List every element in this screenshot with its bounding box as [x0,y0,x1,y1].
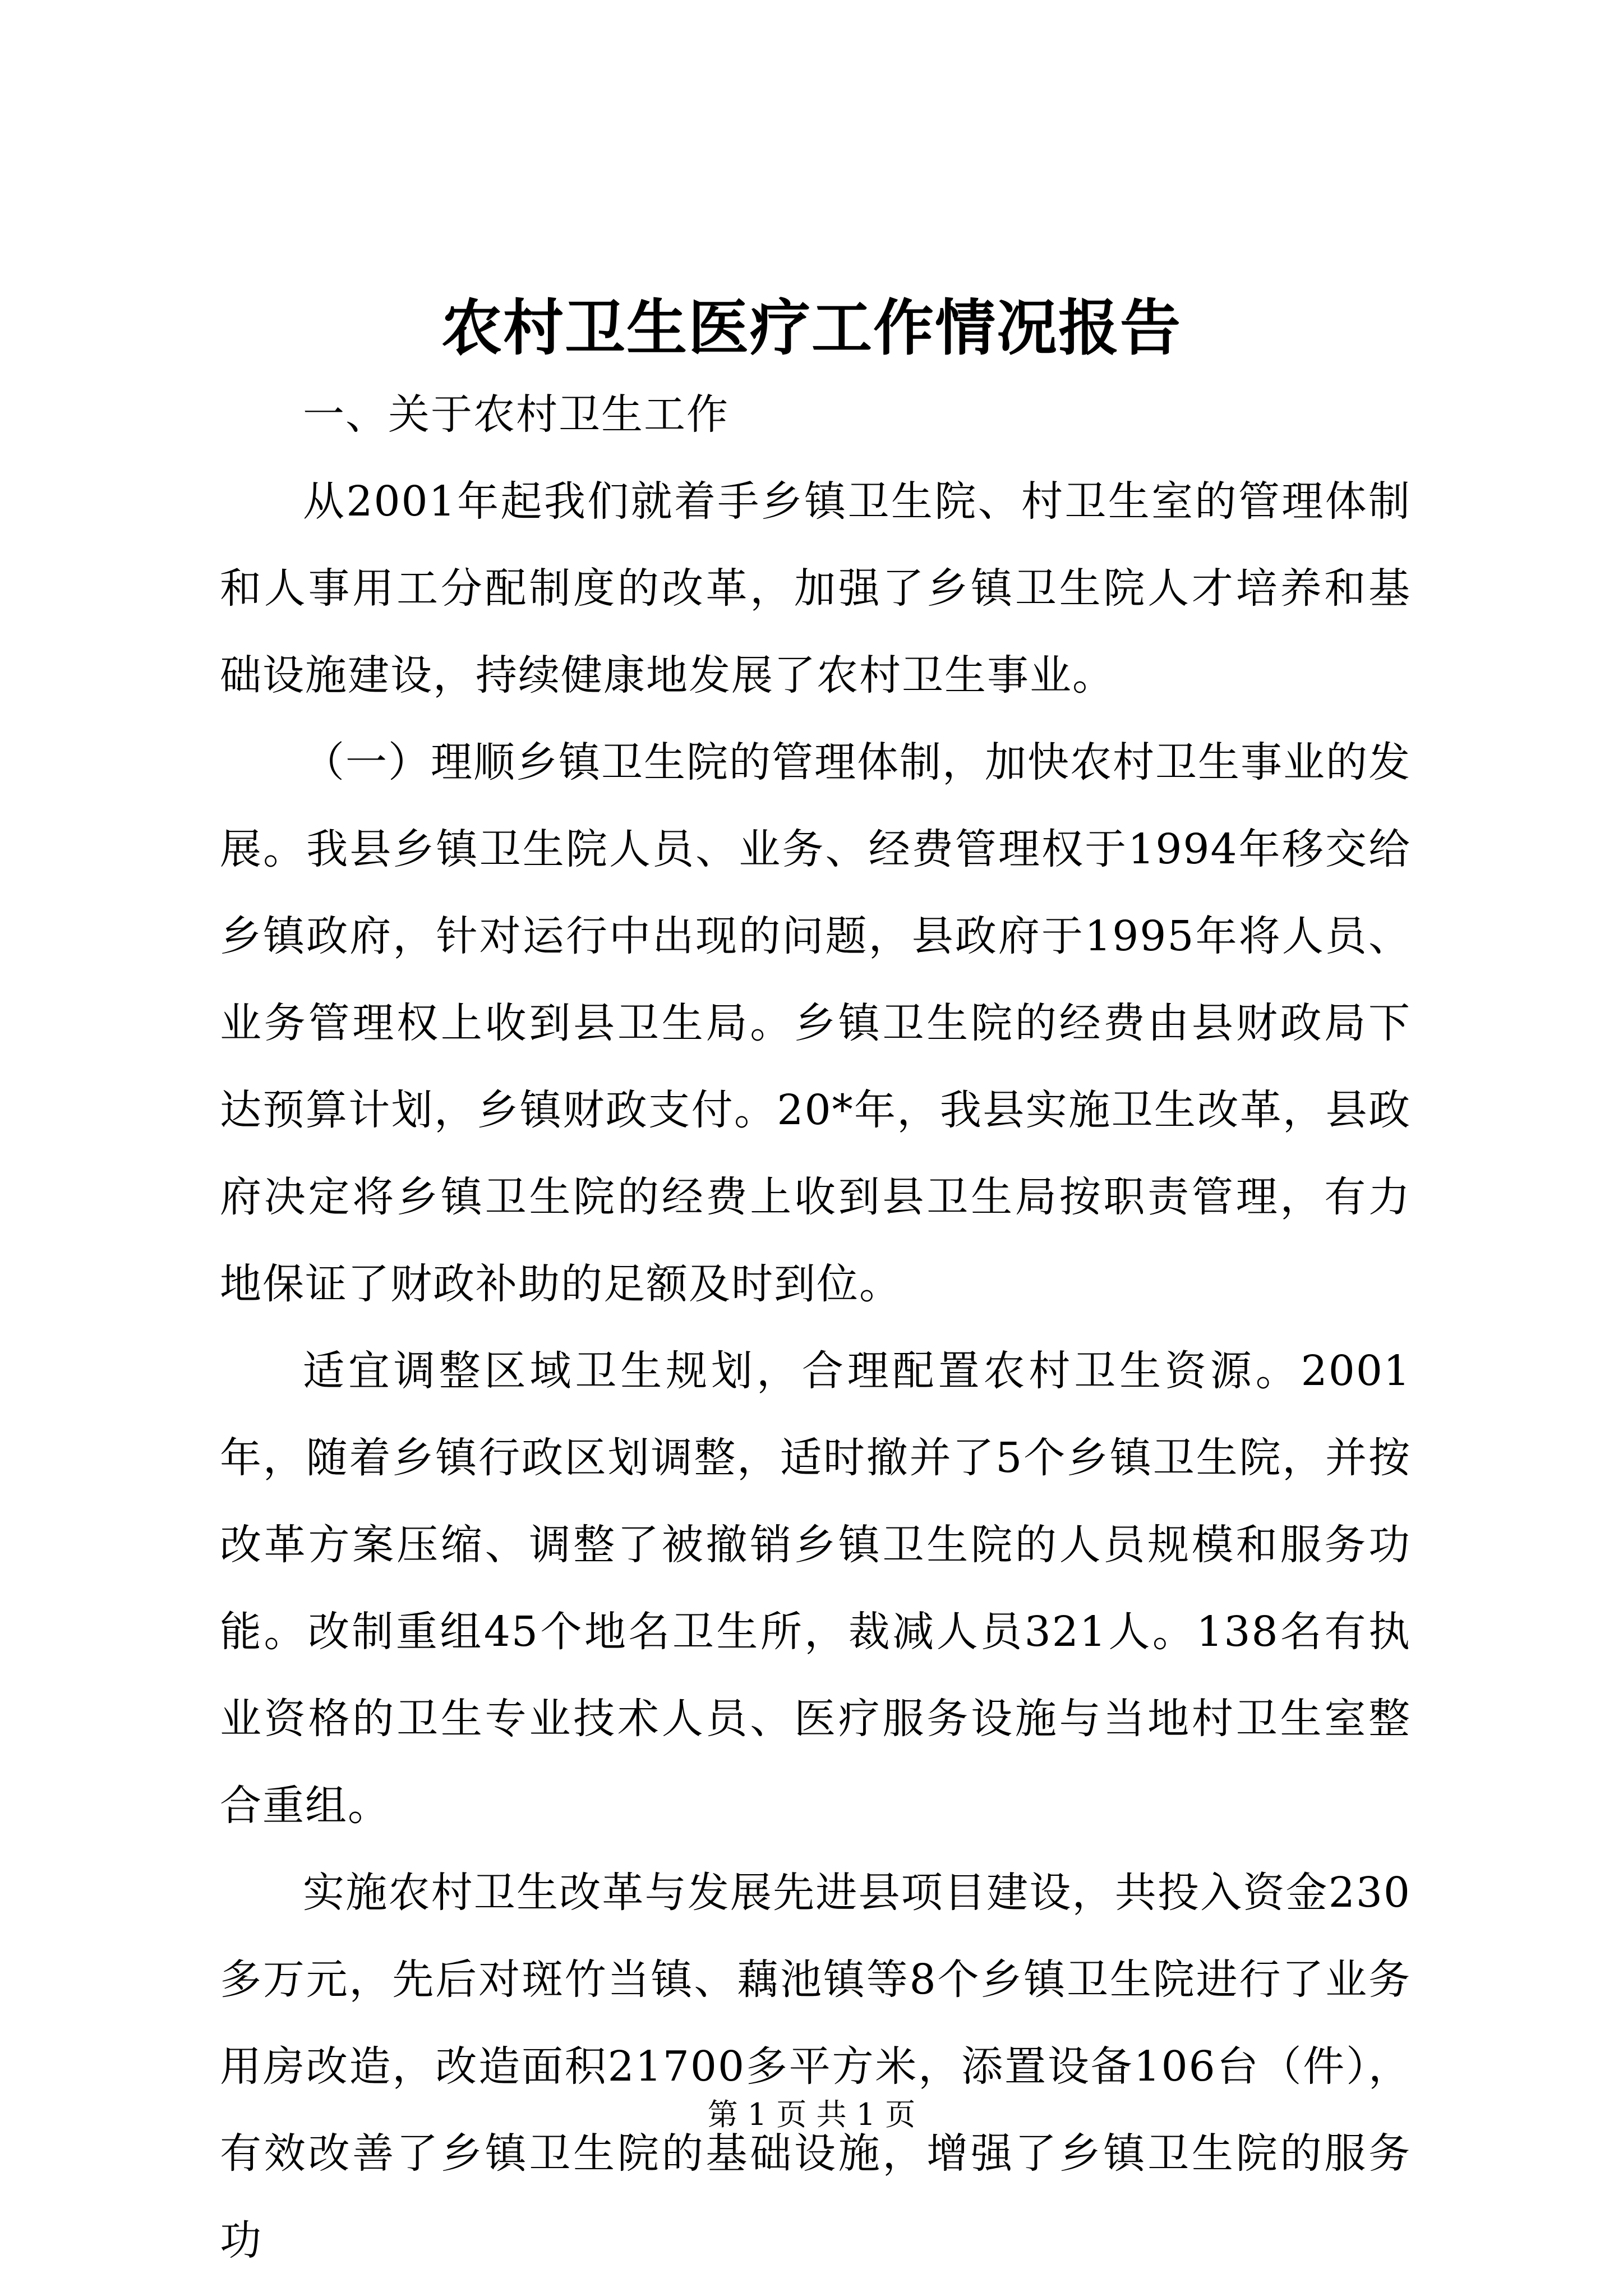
paragraph-4: 实施农村卫生改革与发展先进县项目建设，共投入资金230多万元，先后对斑竹当镇、藕池镇等8个乡镇卫生院进行了业务用房改造，改造面积21700多平方米，添置设备106台（件），有效改善了乡镇卫生院的基础设施，增强了乡镇卫生院的服务功 [220,1869,1411,2265]
document-body [220,371,1411,2284]
paragraph-3: 适宜调整区域卫生规划，合理配置农村卫生资源。2001年，随着乡镇行政区划调整，适时撤并了5个乡镇卫生院，并按改革方案压缩、调整了被撤销乡镇卫生院的人员规模和服务功能。改制重组45个地名卫生所，裁减人员321人。138名有执业资格的卫生专业技术人员、医疗服务设施与当地村卫生室整合重组。 [220,1347,1411,1830]
paragraph-2: （一）理顺乡镇卫生院的管理体制，加快农村卫生事业的发展。我县乡镇卫生院人员、业务、经费管理权于1994年移交给乡镇政府，针对运行中出现的问题，县政府于1995年将人员、业务管理权上收到县卫生局。乡镇卫生院的经费由县财政局下达预算计划，乡镇财政支付。20*年，我县实施卫生改革，县政府决定将乡镇卫生院的经费上收到县卫生局按职责管理，有力地保证了财政补助的足额及时到位。 [220,738,1411,1308]
section-heading: 一、关于农村卫生工作 [303,390,729,439]
paragraph-1: 从2001年起我们就着手乡镇卫生院、村卫生室的管理体制和人事用工分配制度的改革，加强了乡镇卫生院人才培养和基础设施建设，持续健康地发展了农村卫生事业。 [220,477,1411,700]
document-title: 农村卫生医疗工作情况报告 [441,293,1182,364]
page-footer: 第 1 页 共 1 页 [707,2097,916,2132]
